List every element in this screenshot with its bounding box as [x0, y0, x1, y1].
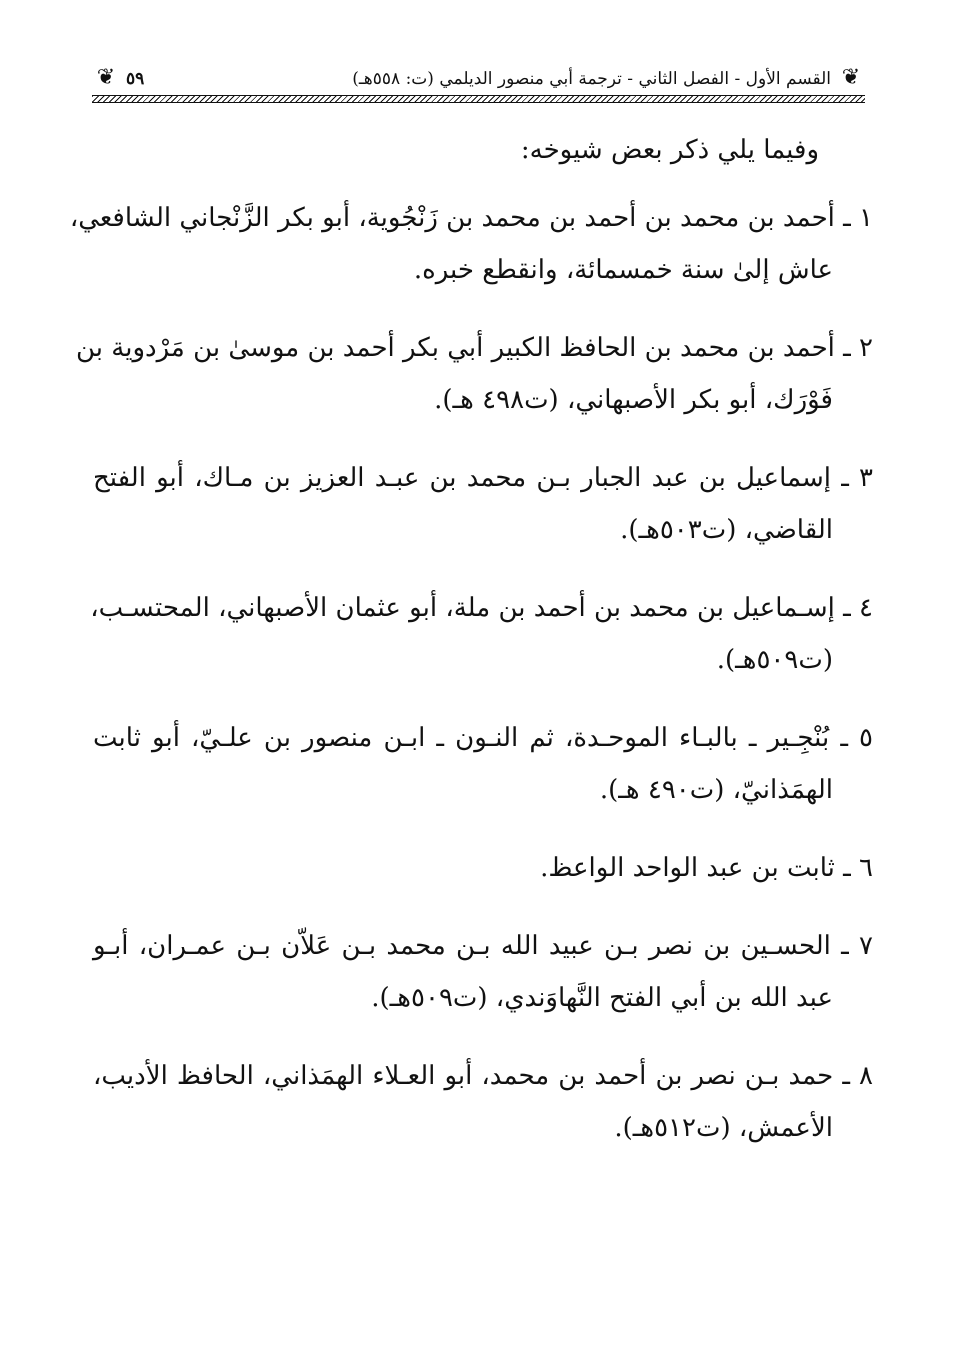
page-header	[92, 58, 865, 98]
entry-line: ٨ ـ حمد بـن نصر بن أحمد بن محمد، أبو العـلاء الهمَذاني، الحافظ الأديب،	[93, 1061, 873, 1091]
entry-line: فَوْرَك، أبو بكر الأصبهاني، (ت٤٩٨ هـ).	[434, 385, 833, 415]
page-number: ٥٩	[126, 69, 145, 89]
intro-heading: وفيما يلي ذكر بعض شيوخه:	[520, 135, 819, 165]
entry-line: ٢ ـ أحمد بن محمد بن الحافظ الكبير أبي بكر أحمد بن موسىٰ بن مَرْدوية بن	[75, 333, 873, 363]
entry-line: الأعمش، (ت٥١٢هـ).	[614, 1113, 833, 1143]
running-title: القسم الأول - الفصل الثاني - ترجمة أبي منصور الديلمي (ت: ٥٥٨هـ)	[352, 69, 831, 89]
header-divider	[92, 95, 865, 103]
entry-line: (ت٥٠٩هـ).	[716, 645, 833, 675]
entry-line: ٧ ـ الحسـين بن نصر بـن عبيد الله بـن محمد بـن عَلاّن بـن عمـران، أبـو	[93, 931, 873, 961]
entry-line: الهمَذانيّ، (ت٤٩٠ هـ).	[599, 775, 833, 805]
list-item	[93, 1050, 873, 1154]
list-item	[93, 920, 873, 1024]
entry-line: ٥ ـ بُنْجِـير ـ بالبـاء الموحـدة، ثم النـون ـ ابـن منصور بن علـيّ، أبو ثابت	[93, 723, 873, 753]
entry-line: عاش إلىٰ سنة خمسمائة، وانقطع خبره.	[413, 255, 833, 285]
entry-line: ٤ ـ إسـماعيل بن محمد بن أحمد بن ملة، أبو عثمان الأصبهاني، المحتسـب،	[90, 593, 873, 623]
flourish-ornament-icon: ❦	[96, 65, 116, 90]
entry-line: عبد الله بن أبي الفتح النَّهاوَندي، (ت٥٠٩هـ).	[371, 983, 833, 1013]
entry-line: ١ ـ أحمد بن محمد بن أحمد بن محمد بن زَنْجُوية، أبو بكر الزَّنْجاني الشافعي،	[69, 203, 873, 233]
list-item	[69, 192, 873, 296]
entry-line: ٦ ـ ثابت بن عبد الواحد الواعظ.	[540, 853, 873, 883]
list-item	[93, 712, 873, 816]
page-body	[69, 128, 873, 1180]
flourish-ornament-icon: ❦	[841, 65, 861, 90]
entry-line: ٣ ـ إسماعيل بن عبد الجبار بـن محمد بن عبـد العزيز بن مـاك، أبو الفتح	[93, 463, 873, 493]
list-item	[93, 842, 873, 894]
list-item	[93, 452, 873, 556]
entry-line: القاضي، (ت٥٠٣هـ).	[620, 515, 833, 545]
entry-list	[69, 192, 873, 1154]
list-item	[75, 322, 873, 426]
list-item	[90, 582, 873, 686]
